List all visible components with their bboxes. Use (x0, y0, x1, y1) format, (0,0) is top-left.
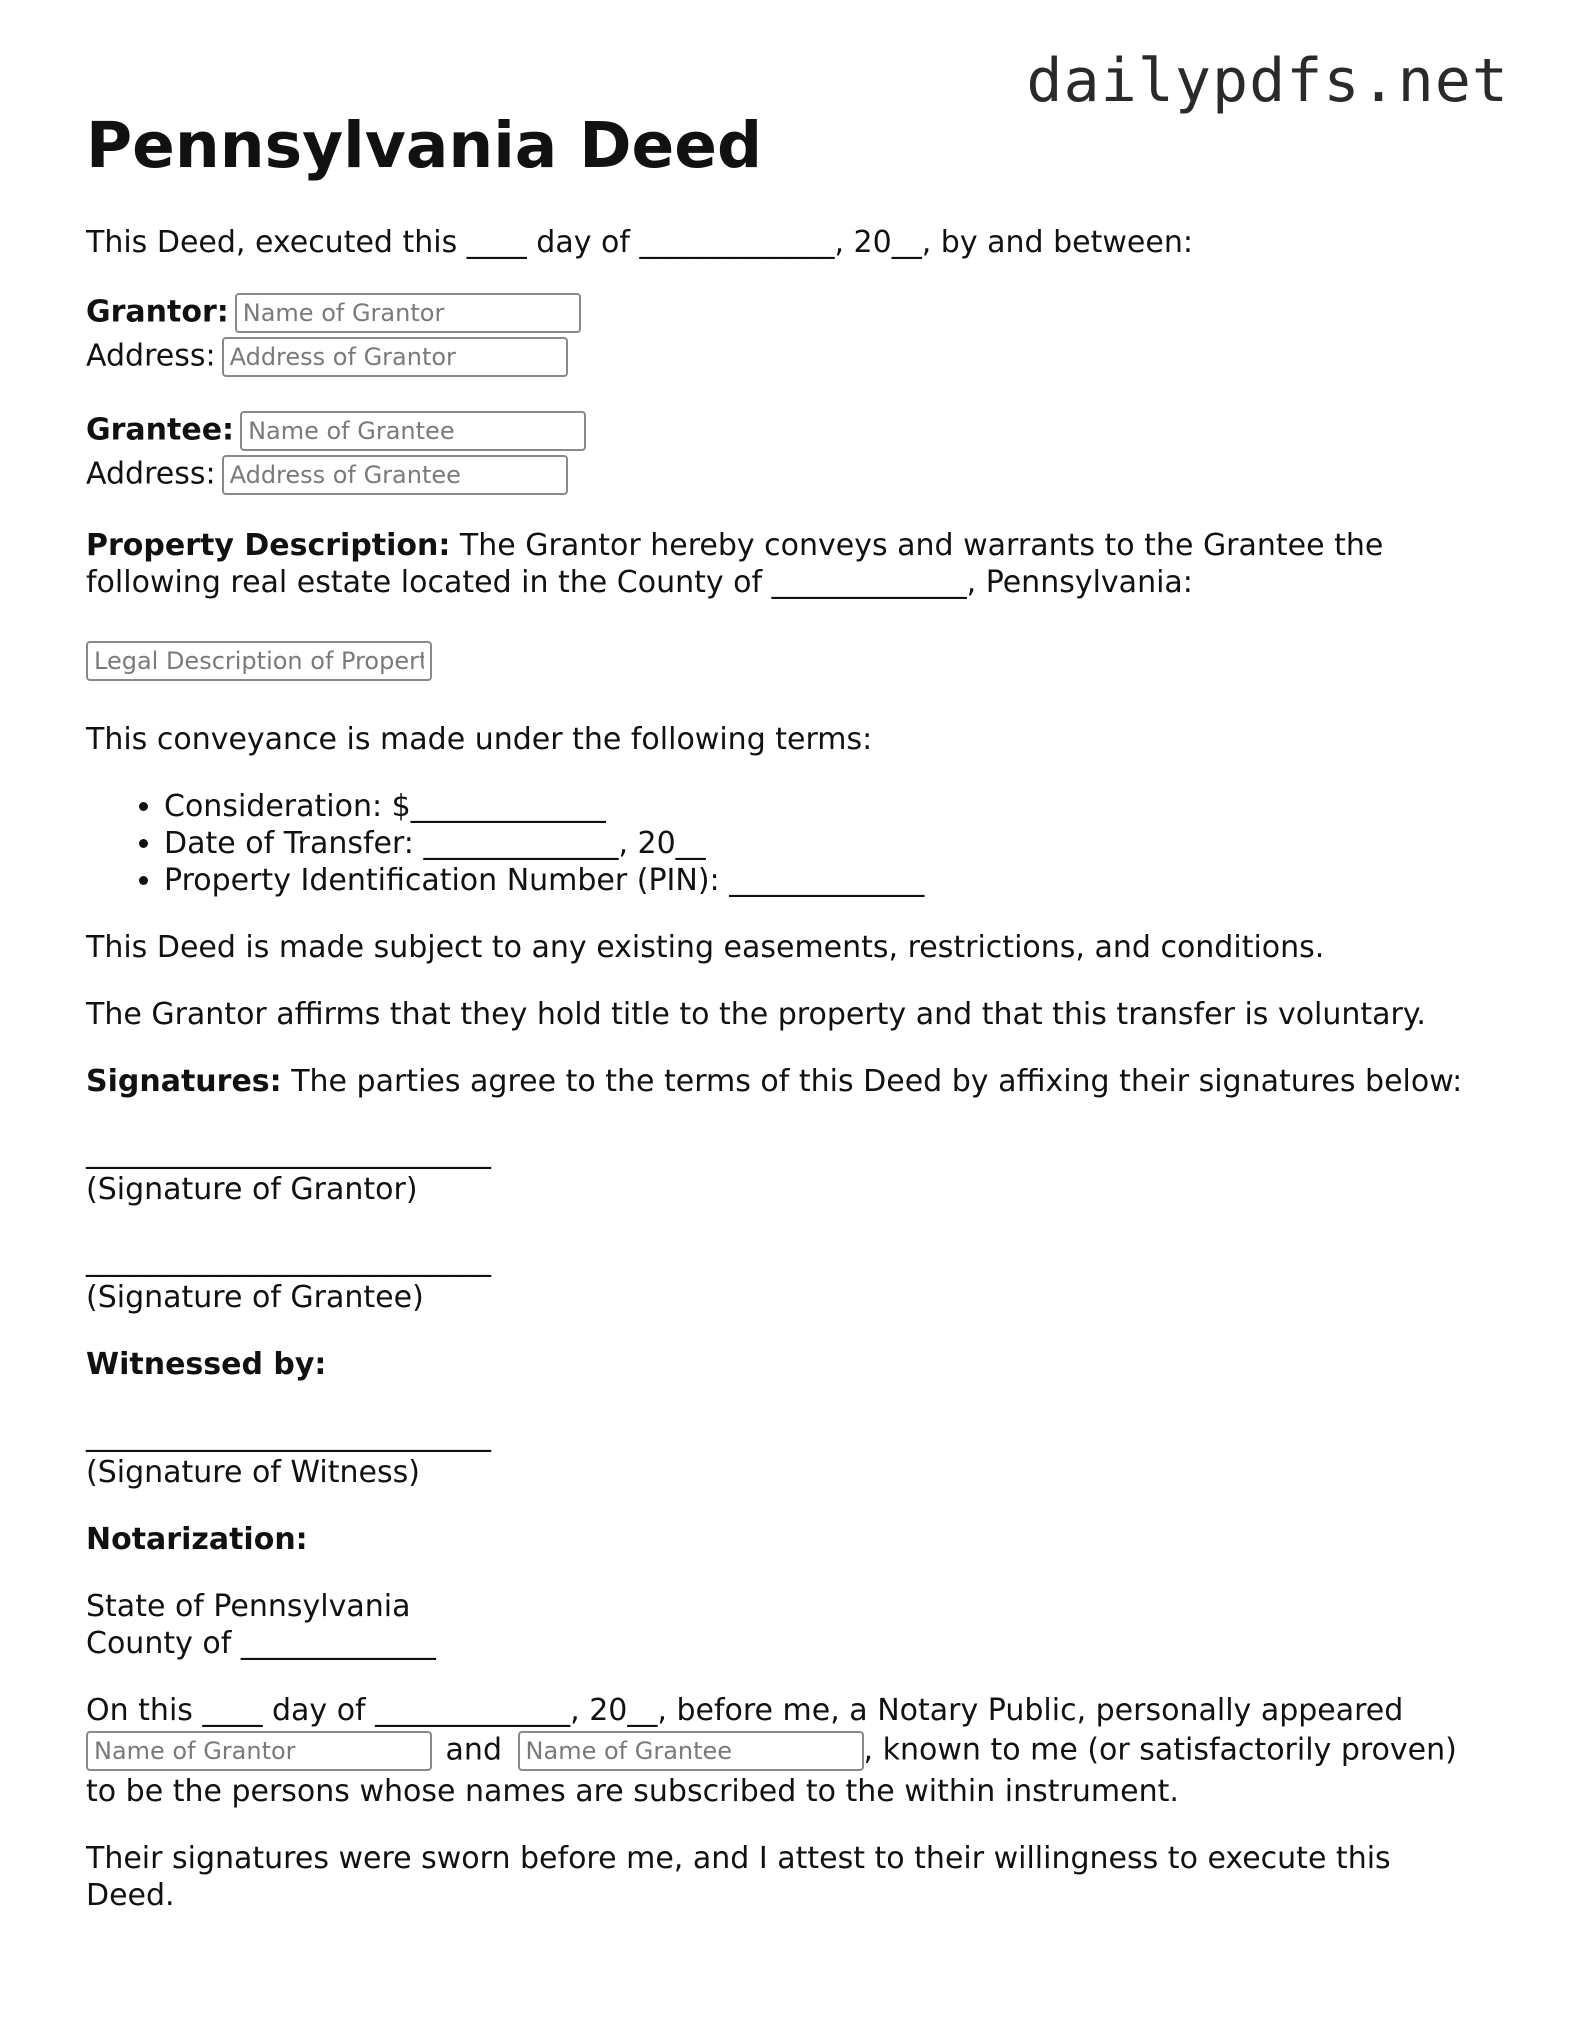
intro-text: This Deed, executed this ____ day of _____________, 20__, by and between: (86, 225, 1193, 260)
signatures-label: Signatures: (86, 1064, 282, 1099)
term-date-of-transfer: • Date of Transfer: _____________, 20__ (164, 825, 1486, 862)
signatures-paragraph (86, 1063, 1486, 1100)
grantor-address-label: Address: (86, 338, 216, 374)
notary-grantor-name-input[interactable] (86, 1731, 432, 1771)
notarization-heading (86, 1521, 1486, 1558)
grantor-address-input[interactable] (222, 337, 568, 377)
witness-signature-line: ___________________________ (86, 1418, 491, 1453)
grantor-name-input[interactable] (235, 293, 581, 333)
grantor-section (86, 291, 1486, 379)
property-label: Property Description: (86, 528, 451, 563)
notary-venue (86, 1588, 1486, 1662)
notary-sworn-text: Their signatures were sworn before me, and I attest to their willingness to execute this Deed. (86, 1841, 1391, 1913)
grantee-signature-caption: (Signature of Grantee) (86, 1280, 424, 1315)
witness-signature-block (86, 1417, 1486, 1491)
grantor-signature-line: ___________________________ (86, 1135, 491, 1170)
grantor-signature-block (86, 1134, 1486, 1208)
grantee-signature-block (86, 1242, 1486, 1316)
grantee-signature-line: ___________________________ (86, 1243, 491, 1278)
notary-state: State of Pennsylvania (86, 1589, 411, 1624)
term-consideration: • Consideration: $_____________ (164, 788, 1486, 825)
term-pin: • Property Identification Number (PIN): _____________ (164, 862, 1486, 899)
watermark: dailypdfs.net (1026, 46, 1509, 116)
page-title: Pennsylvania Deed (86, 109, 763, 182)
witness-heading (86, 1346, 1486, 1383)
notary-persons-text: to be the persons whose names are subscribed to the within instrument. (86, 1774, 1179, 1809)
notary-appearance (86, 1692, 1486, 1810)
terms-intro: This conveyance is made under the following terms: (86, 722, 873, 757)
property-text: The Grantor hereby conveys and warrants to the Grantee the following real estate located in the County of _____________, Pennsylvania: (86, 528, 1384, 600)
signatures-text: The parties agree to the terms of this Deed by affixing their signatures below: (281, 1064, 1463, 1099)
grantee-address-input[interactable] (222, 455, 568, 495)
grantee-name-input[interactable] (240, 411, 586, 451)
terms-list (86, 788, 1486, 899)
notary-known-text: , known to me (or satisfactorily proven) (863, 1732, 1457, 1768)
notary-and-text: and (445, 1732, 502, 1768)
notary-grantee-name-input[interactable] (518, 1731, 864, 1771)
grantee-section (86, 409, 1486, 497)
grantee-address-label: Address: (86, 456, 216, 492)
grantor-label: Grantor: (86, 294, 229, 330)
grantor-signature-caption: (Signature of Grantor) (86, 1172, 418, 1207)
affirm-text: The Grantor affirms that they hold title to the property and that this transfer is voluntary. (86, 997, 1426, 1032)
legal-description-input[interactable] (86, 641, 432, 681)
deed-document (86, 110, 1486, 1944)
notary-appeared-text: On this ____ day of _____________, 20__, before me, a Notary Public, personally appeared (86, 1693, 1404, 1728)
notarization-label: Notarization: (86, 1522, 308, 1557)
witness-label: Witnessed by: (86, 1347, 327, 1382)
legal-description-row (86, 639, 1486, 683)
property-description (86, 527, 1486, 601)
grantee-label: Grantee: (86, 412, 235, 448)
witness-signature-caption: (Signature of Witness) (86, 1455, 420, 1490)
subject-text: This Deed is made subject to any existing easements, restrictions, and conditions. (86, 930, 1325, 965)
notary-county: County of _____________ (86, 1626, 436, 1661)
